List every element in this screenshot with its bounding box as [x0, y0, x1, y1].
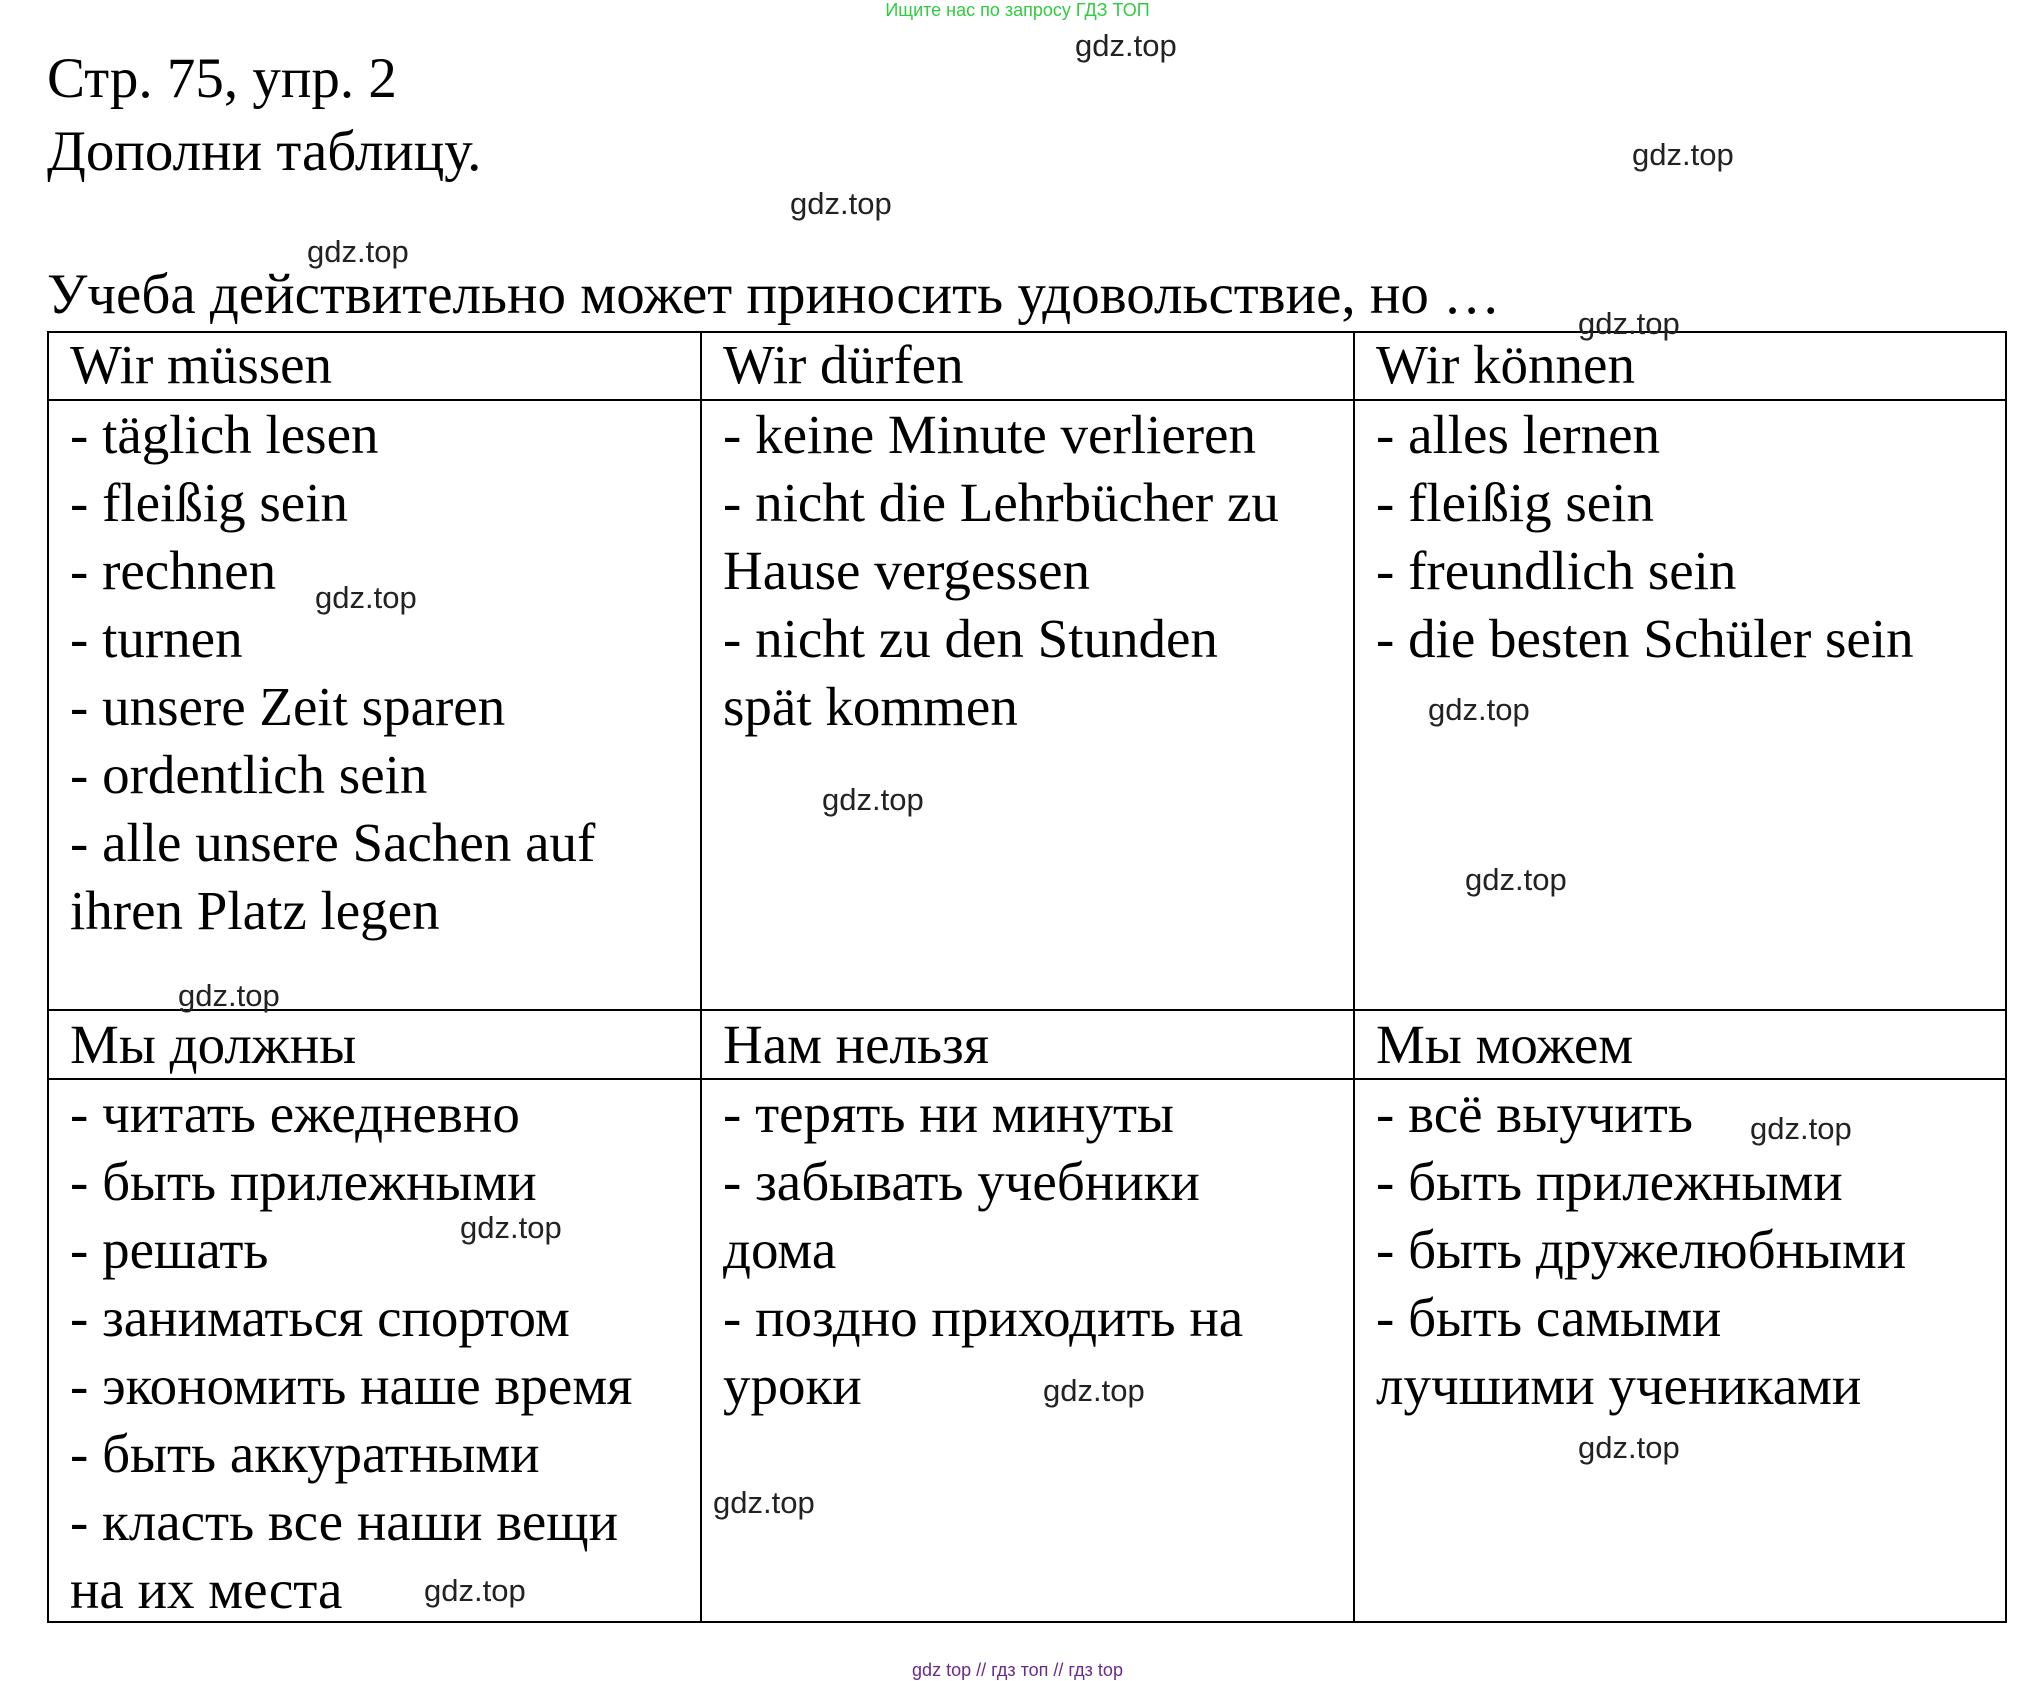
list-item: - быть прилежными — [1376, 1151, 1843, 1212]
list-item: - freundlich sein — [1376, 540, 1737, 601]
watermark: gdz.top — [178, 978, 280, 1013]
cell-wir-koennen — [1353, 401, 2006, 673]
list-item: дома — [723, 1219, 837, 1280]
list-item: - ordentlich sein — [70, 744, 428, 805]
list-item: - fleißig sein — [70, 472, 348, 533]
watermark: gdz.top — [460, 1210, 562, 1245]
watermark: gdz.top — [1578, 1430, 1680, 1465]
watermark: gdz.top — [822, 782, 924, 817]
list-item: - keine Minute verlieren — [723, 404, 1256, 465]
watermark: gdz.top — [1075, 28, 1177, 63]
list-item: - nicht zu den Stunden — [723, 608, 1218, 669]
table — [47, 331, 2007, 1623]
list-item: Hause vergessen — [723, 540, 1091, 601]
list-item: - забывать учебники — [723, 1151, 1200, 1212]
intro-text: Учеба действительно может приносить удовольствие, но … — [47, 263, 1501, 326]
list-item: - täglich lesen — [70, 404, 379, 465]
watermark: gdz.top — [1428, 692, 1530, 727]
task-text: Дополни таблицу. — [47, 120, 482, 183]
list-item: - turnen — [70, 608, 243, 669]
list-item: - быть дружелюбными — [1376, 1219, 1907, 1280]
watermark: gdz.top — [1578, 306, 1680, 341]
list-item: лучшими учениками — [1376, 1355, 1862, 1416]
cell-wir-duerfen — [700, 401, 1353, 741]
list-item: spät kommen — [723, 676, 1018, 737]
watermark: gdz.top — [307, 234, 409, 269]
cell-my-mozhem — [1353, 1080, 2006, 1420]
header-wir-duerfen: Wir dürfen — [723, 334, 964, 395]
list-item: - класть все наши вещи — [70, 1491, 619, 1552]
list-item: - nicht die Lehrbücher zu — [723, 472, 1279, 533]
list-item: - заниматься спортом — [70, 1287, 570, 1348]
watermark: gdz.top — [1632, 137, 1734, 172]
cell-wir-muessen — [47, 401, 700, 945]
list-item: - rechnen — [70, 540, 277, 601]
list-item: уроки — [723, 1355, 862, 1416]
watermark: gdz.top — [790, 186, 892, 221]
list-item: - поздно приходить на — [723, 1287, 1244, 1348]
header-nam-nelzya: Нам нельзя — [723, 1014, 990, 1075]
header-my-dolzhny: Мы должны — [70, 1014, 357, 1075]
list-item: - экономить наше время — [70, 1355, 633, 1416]
cell-nam-nelzya — [700, 1080, 1353, 1420]
list-item: - решать — [70, 1219, 269, 1280]
list-item: - быть самыми — [1376, 1287, 1722, 1348]
list-item: - всё выучить — [1376, 1083, 1693, 1144]
list-item: - alle unsere Sachen auf — [70, 812, 596, 873]
list-item: ihren Platz legen — [70, 880, 440, 941]
watermark: gdz.top — [1750, 1111, 1852, 1146]
watermark: gdz.top — [424, 1573, 526, 1608]
list-item: - читать ежедневно — [70, 1083, 520, 1144]
list-item: - fleißig sein — [1376, 472, 1654, 533]
page-title: Стр. 75, упр. 2 — [47, 47, 397, 110]
list-item: - терять ни минуты — [723, 1083, 1174, 1144]
list-item: на их места — [70, 1559, 343, 1620]
list-item: - unsere Zeit sparen — [70, 676, 506, 737]
top-banner: Ищите нас по запросу ГДЗ ТОП — [885, 0, 1150, 20]
list-item: - быть аккуратными — [70, 1423, 540, 1484]
list-item: - быть прилежными — [70, 1151, 537, 1212]
footer-links: gdz top // гдз топ // гдз top — [912, 1660, 1123, 1680]
header-my-mozhem: Мы можем — [1376, 1014, 1634, 1075]
watermark: gdz.top — [1465, 862, 1567, 897]
watermark: gdz.top — [315, 580, 417, 615]
list-item: - alles lernen — [1376, 404, 1661, 465]
list-item: - die besten Schüler sein — [1376, 608, 1914, 669]
cell-my-dolzhny — [47, 1080, 700, 1624]
header-wir-muessen: Wir müssen — [70, 334, 333, 395]
header-wir-koennen: Wir können — [1376, 334, 1635, 395]
watermark: gdz.top — [1043, 1373, 1145, 1408]
watermark: gdz.top — [713, 1485, 815, 1520]
